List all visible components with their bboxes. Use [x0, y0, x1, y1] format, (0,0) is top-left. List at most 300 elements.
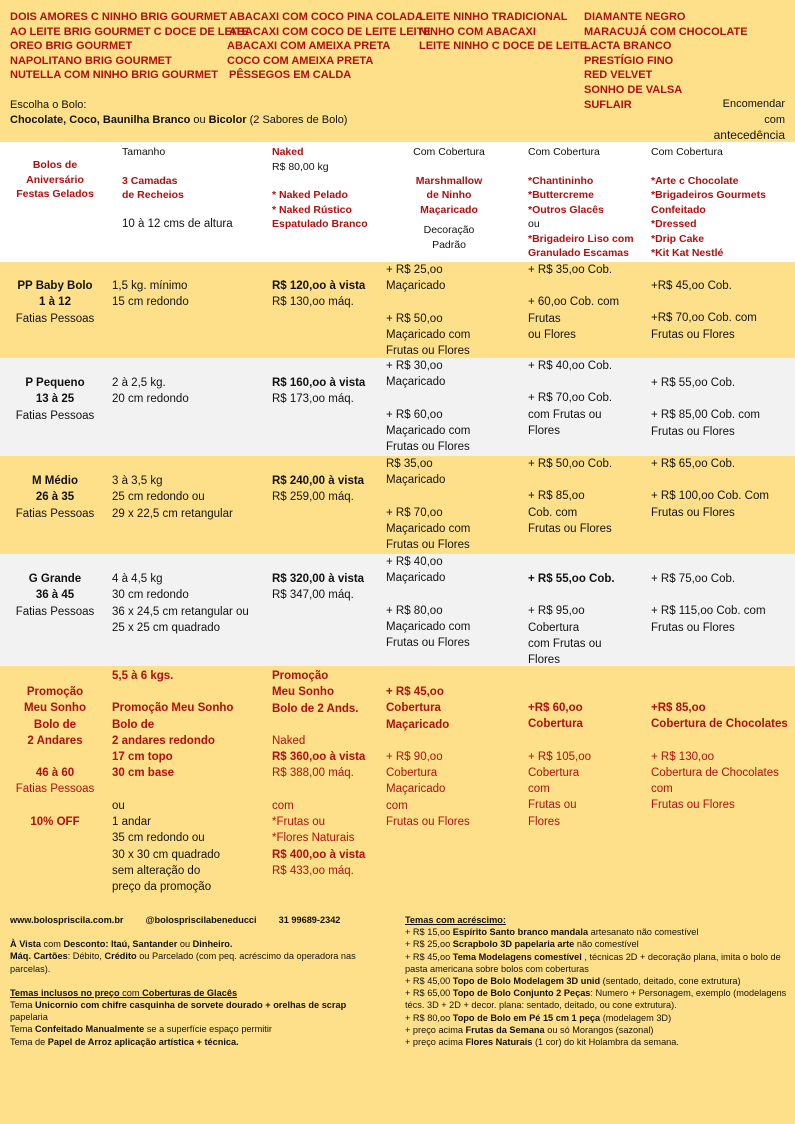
header-line: *Brigadeiro Liso com — [528, 232, 634, 245]
promo-line: Frutas ou Flores — [651, 799, 735, 812]
size-line: 30 cm redondo — [112, 589, 189, 602]
text: ou Parcelado (com peq. acréscimo da operadora nas parcelas). — [10, 951, 356, 974]
cell-line: Maçaricado — [386, 474, 446, 487]
cell-line: Maçaricado com — [386, 328, 471, 341]
text: Tema — [10, 1000, 36, 1011]
promo-line: 2 andares redondo — [112, 734, 215, 747]
header-line: Festas Gelados — [16, 188, 94, 200]
text: + preço acima — [405, 1037, 466, 1048]
flavor-item: ABACAXI COM COCO PINA COLADA — [229, 11, 423, 23]
footer-right — [405, 914, 787, 1048]
header-line: de Ninho — [426, 189, 472, 201]
flavor-item: LEITE NINHO C DOCE DE LEITE — [419, 40, 588, 53]
flavor-item: NUTELLA COM NINHO BRIG GOURMET — [10, 69, 218, 82]
promo-line: ou — [112, 799, 125, 812]
price-card: R$ 173,oo máq. — [272, 393, 354, 406]
text: não comestível — [574, 939, 639, 950]
header-line: *Dressed — [651, 218, 697, 230]
row-price — [272, 571, 384, 604]
header-line: de Recheios — [122, 189, 184, 201]
base-option-bicolor: Bicolor — [208, 114, 247, 126]
cell-line: Maçaricado — [386, 280, 446, 293]
promo-line: +R$ 85,oo — [651, 702, 706, 714]
promo-line: Frutas ou — [528, 799, 577, 812]
cell-line: + 60,oo Cob. com — [528, 296, 620, 309]
price-cash: R$ 320,00 à vista — [272, 573, 365, 585]
row-buttercream — [528, 456, 648, 537]
text: se a superfície espaço permitir — [144, 1024, 272, 1035]
size-line: 36 x 24,5 cm retangular ou — [112, 605, 249, 618]
promo-line: Promoção — [272, 670, 329, 682]
cell-line: + R$ 55,oo Cob. — [651, 377, 736, 389]
text: Crédito — [104, 951, 137, 962]
text: Unicornio com chifre casquinha de sorvete dourado + orelhas de scrap — [35, 1000, 347, 1011]
text: ou — [177, 939, 193, 950]
row-name: G Grande — [28, 573, 82, 585]
cell-line: + R$ 35,oo Cob. — [528, 264, 613, 276]
flavor-item: DOIS AMORES C NINHO BRIG GOURMET — [10, 11, 228, 23]
text: Tema Modelagens comestível — [452, 951, 582, 962]
cell-line: Frutas ou Flores — [651, 425, 735, 438]
text: Desconto: — [63, 939, 111, 950]
website-link[interactable]: www.bolospriscila.com.br — [10, 915, 124, 925]
order-notice — [695, 97, 785, 144]
header-buttercream — [528, 145, 648, 261]
cell-line: + R$ 50,oo Cob. — [528, 458, 613, 470]
size-line: 25 x 25 cm quadrado — [112, 621, 221, 634]
header-line: Aniversário — [26, 173, 84, 186]
text: , técnicas 2D + decoração plana, imita o bolo de pasta americana sobre bolos com coberturas — [405, 951, 781, 974]
footer-left — [10, 914, 395, 1048]
text: Itaú, Santander — [110, 939, 178, 950]
promo-buttercream — [528, 700, 648, 830]
row-unit: Fatias Pessoas — [15, 605, 95, 618]
extra-theme — [405, 987, 787, 1011]
row-range: 36 à 45 — [35, 589, 75, 602]
row-chocolate — [651, 456, 795, 521]
text: : Débito, — [67, 951, 105, 962]
row-label — [0, 473, 110, 522]
size-line: 2 à 2,5 kg. — [112, 377, 166, 389]
promo-line: 2 Andares — [27, 734, 83, 747]
row-price — [272, 473, 384, 506]
cell-line: + R$ 95,oo — [528, 605, 585, 618]
promo-line: Maçaricado — [386, 783, 446, 796]
cell-line: Frutas ou Flores — [528, 522, 612, 535]
header-line: * Naked Pelado — [272, 189, 348, 201]
promo-line: 30 x 30 cm quadrado — [112, 848, 221, 861]
cell-line: + R$ 70,oo Cob. — [528, 392, 613, 405]
cell-line: + R$ 55,oo Cob. — [528, 573, 615, 585]
promo-line: + R$ 105,oo — [528, 750, 591, 763]
order-notice-line: Encomendar — [722, 98, 785, 110]
text: Frutas da Semana — [465, 1024, 545, 1035]
table-row — [0, 262, 795, 358]
cell-line: com Frutas ou — [528, 408, 602, 421]
cell-line: Frutas ou Flores — [386, 345, 470, 358]
contact-line — [10, 914, 395, 926]
text: + R$ 80,oo — [405, 1012, 453, 1023]
text: Dinheiro. — [192, 939, 233, 950]
text: + preço acima — [405, 1024, 466, 1035]
header-marshmallow — [386, 145, 512, 252]
cell-line: Maçaricado com — [386, 522, 471, 535]
cell-line: + R$ 60,oo — [386, 408, 443, 421]
promo-discount: 10% OFF — [30, 815, 80, 828]
text: Scrapbolo 3D papelaria arte — [452, 939, 575, 950]
promo-unit: Fatias Pessoas — [15, 783, 95, 796]
header-line: *Arte c Chocolate — [651, 174, 739, 187]
row-range: 1 à 12 — [39, 296, 71, 309]
promo-line: Bolo de — [112, 718, 155, 731]
row-chocolate — [651, 278, 795, 343]
text: com — [40, 939, 64, 950]
extra-theme — [405, 926, 787, 938]
promo-line: com — [651, 783, 673, 796]
header-line: *Chantininho — [528, 174, 594, 187]
size-line: 15 cm redondo — [112, 296, 189, 309]
size-line: 20 cm redondo — [112, 393, 189, 406]
cell-line: Flores — [528, 654, 560, 667]
promo-line: Cobertura — [528, 766, 580, 779]
promo-line: Cobertura de Chocolates — [651, 718, 788, 731]
flavor-item: NAPOLITANO BRIG GOURMET — [10, 54, 172, 67]
row-marshmallow — [386, 554, 526, 651]
promo-line: 17 cm topo — [112, 751, 173, 764]
header-line: *Brigadeiros Gourmets — [651, 189, 766, 201]
text: Espírito Santo branco mandala — [452, 927, 589, 938]
extra-theme — [405, 975, 787, 987]
row-name: PP Baby Bolo — [17, 280, 93, 292]
text: Topo de Bolo em Pé 15 cm 1 peça — [452, 1012, 601, 1023]
header-title: Com Cobertura — [651, 146, 723, 158]
promo-marshmallow — [386, 684, 526, 830]
row-name: M Médio — [32, 475, 78, 487]
bicolor-note: (2 Sabores de Bolo) — [246, 114, 348, 126]
cell-line: Maçaricado — [386, 572, 446, 585]
promo-line: Cobertura — [386, 702, 441, 715]
row-buttercream — [528, 571, 648, 668]
table-row — [0, 554, 795, 666]
promo-line: Maçaricado — [386, 718, 450, 731]
header-line: *Kit Kat Nestlé — [651, 247, 724, 259]
flavor-item: OREO BRIG GOURMET — [10, 40, 133, 53]
header-title: Com Cobertura — [528, 146, 600, 158]
theme-item — [10, 999, 395, 1011]
row-price — [272, 375, 384, 408]
cell-line: Frutas ou Flores — [651, 506, 735, 519]
extra-theme — [405, 938, 787, 950]
promo-line: Frutas ou Flores — [386, 816, 470, 829]
promo-line: Cobertura — [528, 718, 583, 731]
extra-themes-title: Temas com acréscimo: — [405, 915, 506, 925]
header-line: 3 Camadas — [122, 174, 178, 187]
header-line: Granulado Escamas — [528, 247, 629, 259]
promo-line: com — [386, 799, 408, 812]
header-line: *Drip Cake — [651, 232, 705, 245]
flavor-item: SONHO DE VALSA — [584, 83, 683, 96]
row-buttercream — [528, 358, 648, 439]
promo-line: 1 andar — [112, 816, 152, 829]
promo-line: 35 cm redondo ou — [112, 832, 205, 845]
promo-price-cash: R$ 400,oo à vista — [272, 848, 366, 861]
promo-line: com — [272, 799, 294, 812]
text: Topo de Bolo Modelagem 3D unid — [452, 976, 601, 987]
promo-line: *Frutas ou — [272, 816, 326, 829]
theme-item-cont: papelaria — [10, 1012, 48, 1023]
flavor-item: SUFLAIR — [584, 98, 632, 111]
promo-price-card: R$ 388,00 máq. — [272, 767, 354, 780]
cell-line: Frutas ou Flores — [651, 328, 735, 341]
row-price — [272, 278, 384, 311]
header-chocolate — [651, 145, 795, 261]
cell-line: Frutas ou Flores — [386, 637, 470, 650]
cell-line: Frutas ou Flores — [386, 441, 470, 454]
extra-theme — [405, 1012, 787, 1024]
header-title: Naked — [272, 146, 304, 158]
cell-line: Flores — [528, 424, 560, 437]
flavor-item: DIAMANTE NEGRO — [584, 11, 686, 23]
promo-line: Cobertura de Chocolates — [651, 766, 779, 779]
flavor-item: AO LEITE BRIG GOURMET C DOCE DE LEITE — [10, 25, 249, 38]
cell-line: R$ 35,oo — [386, 458, 433, 470]
header-title: Tamanho — [122, 146, 166, 158]
table-row — [0, 358, 795, 456]
cell-line: + R$ 25,oo — [386, 264, 443, 276]
text: Papel de Arroz aplicação artística + técnica. — [47, 1036, 239, 1047]
cell-line: + R$ 115,oo Cob. com — [651, 605, 766, 618]
price-card: R$ 347,00 máq. — [272, 589, 354, 602]
cell-line: + R$ 65,oo Cob. — [651, 458, 736, 470]
payment-card — [10, 950, 395, 974]
text: + R$ 45,oo — [405, 951, 453, 962]
cell-line: + R$ 85,00 Cob. com — [651, 409, 760, 422]
choose-label: Escolha o Bolo: — [10, 99, 87, 111]
row-unit: Fatias Pessoas — [15, 312, 95, 325]
theme-item — [10, 1036, 395, 1048]
cell-line: +R$ 70,oo Cob. com — [651, 312, 757, 325]
order-notice-line: com — [764, 113, 785, 126]
text: ou só Morangos (sazonal) — [544, 1024, 654, 1035]
cell-line: Maçaricado com — [386, 424, 471, 437]
header-line: * Naked Rústico — [272, 203, 352, 216]
header-line: Espatulado Branco — [272, 218, 368, 230]
row-chocolate — [651, 571, 795, 636]
order-notice-line: antecedência — [713, 128, 785, 142]
cell-line: +R$ 45,oo Cob. — [651, 280, 732, 292]
text: Tema — [10, 1024, 36, 1035]
price-cash: R$ 240,00 à vista — [272, 475, 365, 487]
table-header — [0, 142, 795, 262]
instagram-link[interactable]: @bolospriscilabeneducci — [145, 915, 257, 925]
cell-line: Frutas ou Flores — [386, 539, 470, 552]
promo-weight: 5,5 à 6 kgs. — [112, 670, 174, 682]
cake-base-intro — [10, 98, 347, 128]
cell-line: + R$ 40,oo Cob. — [528, 360, 613, 372]
extra-theme — [405, 951, 787, 975]
row-chocolate — [651, 375, 795, 440]
header-line: Padrão — [432, 238, 466, 251]
cell-line: + R$ 75,oo Cob. — [651, 573, 736, 585]
text: Coberturas de Glacês — [142, 987, 238, 998]
header-line: *Outros Glacês — [528, 203, 604, 216]
size-line: 1,5 kg. mínimo — [112, 280, 188, 292]
flavor-item: LEITE NINHO TRADICIONAL — [419, 11, 568, 23]
promo-naked: Naked — [272, 734, 306, 747]
size-line: 29 x 22,5 cm retangular — [112, 507, 233, 520]
price-card: R$ 259,00 máq. — [272, 491, 354, 504]
included-themes-title — [10, 987, 395, 999]
text: À Vista — [10, 939, 41, 950]
or-text: ou — [190, 114, 209, 126]
size-line: 3 à 3,5 kg — [112, 475, 163, 487]
promo-line: + R$ 45,oo — [386, 686, 444, 698]
row-label — [0, 571, 110, 620]
promo-line: preço da promoção — [112, 881, 212, 894]
promo-line: Promoção — [26, 686, 84, 698]
text: com — [119, 987, 143, 998]
text: Temas inclusos no preço — [10, 987, 120, 998]
price-cash: R$ 120,oo à vista — [272, 280, 366, 292]
extra-theme — [405, 1036, 787, 1048]
flavor-item: ABACAXI COM AMEIXA PRETA — [227, 40, 391, 53]
promo-line: Flores — [528, 815, 560, 828]
promo-line: + R$ 90,oo — [386, 750, 443, 763]
promo-range: 46 à 60 — [35, 767, 75, 780]
flavor-item: NINHO COM ABACAXI — [419, 25, 536, 38]
base-option: Chocolate, Coco, Baunilha Branco — [10, 114, 191, 126]
flavor-column-2 — [227, 10, 431, 83]
flavor-item: LACTA BRANCO — [584, 40, 672, 53]
text: + R$ 25,oo — [405, 939, 453, 950]
text: + R$ 15,oo — [405, 927, 453, 938]
promo-line: com — [528, 783, 550, 796]
text: Tema de — [10, 1036, 48, 1047]
header-line: Marshmallow — [415, 174, 483, 187]
theme-item — [10, 1023, 395, 1035]
promo-chocolate — [651, 700, 795, 814]
promo-line: Meu Sonho — [24, 702, 86, 715]
row-unit: Fatias Pessoas — [15, 507, 95, 520]
payment-cash — [10, 938, 395, 950]
row-name: P Pequeno — [25, 377, 85, 389]
header-line: Decoração — [423, 224, 475, 236]
header-line: ou — [528, 218, 540, 230]
promo-line: +R$ 60,oo — [528, 702, 583, 714]
header-size — [122, 145, 278, 231]
row-marshmallow — [386, 456, 526, 553]
promo-line: *Flores Naturais — [272, 832, 355, 845]
table-row — [0, 456, 795, 554]
text: Topo de Bolo Conjunto 2 Peças — [452, 988, 591, 999]
promo-line: Promoção Meu Sonho — [112, 702, 234, 715]
flavor-item: ABACAXI COM COCO DE LEITE LEITE — [229, 25, 431, 38]
cell-line: + R$ 100,oo Cob. Com — [651, 490, 769, 503]
cell-line: Cob. com — [528, 506, 578, 519]
promo-line: Bolo de — [33, 718, 77, 731]
cake-base-options — [10, 113, 347, 128]
header-height: 10 à 12 cms de altura — [122, 217, 233, 230]
promo-line: Meu Sonho — [272, 686, 334, 699]
text: (1 cor) do kit Holambra da semana. — [532, 1037, 679, 1048]
cell-line: Frutas — [528, 312, 561, 325]
promo-line: 30 cm base — [112, 767, 175, 780]
extra-theme — [405, 1024, 787, 1036]
header-line: Maçaricado — [420, 203, 478, 216]
promo-line: Cobertura — [386, 767, 438, 780]
text: + R$ 65,00 — [405, 988, 453, 999]
cell-line: Cobertura — [528, 621, 580, 634]
header-price: R$ 80,00 kg — [272, 160, 329, 173]
header-line: Confeitado — [651, 203, 706, 216]
row-unit: Fatias Pessoas — [15, 409, 95, 422]
cell-line: + R$ 50,oo — [386, 312, 443, 325]
promo-line: sem alteração do — [112, 864, 201, 877]
cell-line: + R$ 80,oo — [386, 604, 443, 617]
promo-price — [272, 668, 384, 879]
row-size — [112, 473, 268, 522]
header-naked — [272, 145, 384, 232]
cell-line: + R$ 70,oo — [386, 506, 443, 519]
row-range: 13 à 25 — [35, 393, 75, 406]
row-size — [112, 278, 268, 311]
promo-row — [0, 666, 795, 906]
cell-line: Frutas ou Flores — [651, 621, 735, 634]
promo-price-cash: R$ 360,oo à vista — [272, 751, 366, 764]
cell-line: + R$ 40,oo — [386, 556, 443, 568]
cell-line: + R$ 30,oo — [386, 360, 443, 372]
price-card: R$ 130,oo máq. — [272, 296, 354, 309]
header-line: *Buttercreme — [528, 189, 594, 201]
promo-label — [0, 684, 110, 830]
flavors-header — [0, 0, 795, 142]
flavor-column-3 — [419, 10, 587, 54]
cell-line: com Frutas ou — [528, 637, 602, 650]
row-label — [0, 278, 110, 327]
text: (sentado, deitado, cone extrutura) — [600, 976, 741, 987]
text: Flores Naturais — [465, 1037, 533, 1048]
flavor-item: COCO COM AMEIXA PRETA — [227, 54, 374, 67]
text: (modelagem 3D) — [600, 1012, 672, 1023]
row-label — [0, 375, 110, 424]
row-marshmallow — [386, 262, 526, 359]
phone-number[interactable]: 31 99689-2342 — [278, 915, 341, 925]
promo-line: + R$ 130,oo — [651, 750, 714, 763]
row-marshmallow — [386, 358, 526, 455]
cell-line: Maçaricado — [386, 376, 446, 389]
price-cash: R$ 160,oo à vista — [272, 377, 366, 389]
flavor-item: PRESTÍGIO FINO — [584, 54, 674, 67]
promo-line: Bolo de 2 Ands. — [272, 702, 359, 715]
size-line: 4 à 4,5 kg — [112, 573, 163, 585]
cell-line: Maçaricado com — [386, 620, 471, 633]
text: Confeitado Manualmente — [35, 1024, 145, 1035]
cell-line: ou Flores — [528, 328, 576, 341]
text: + R$ 45,00 — [405, 976, 453, 987]
row-buttercream — [528, 262, 648, 343]
row-size — [112, 571, 268, 636]
header-cakes — [0, 158, 110, 202]
promo-size — [112, 668, 268, 896]
header-title: Com Cobertura — [413, 146, 485, 158]
flavor-item: PÊSSEGOS EM CALDA — [229, 69, 352, 82]
footer — [0, 906, 795, 1124]
flavor-item: MARACUJÁ COM CHOCOLATE — [584, 25, 748, 38]
text: Máq. Cartões — [10, 951, 68, 962]
flavor-column-1 — [10, 10, 249, 83]
header-line: Bolos de — [32, 159, 78, 171]
row-size — [112, 375, 268, 408]
